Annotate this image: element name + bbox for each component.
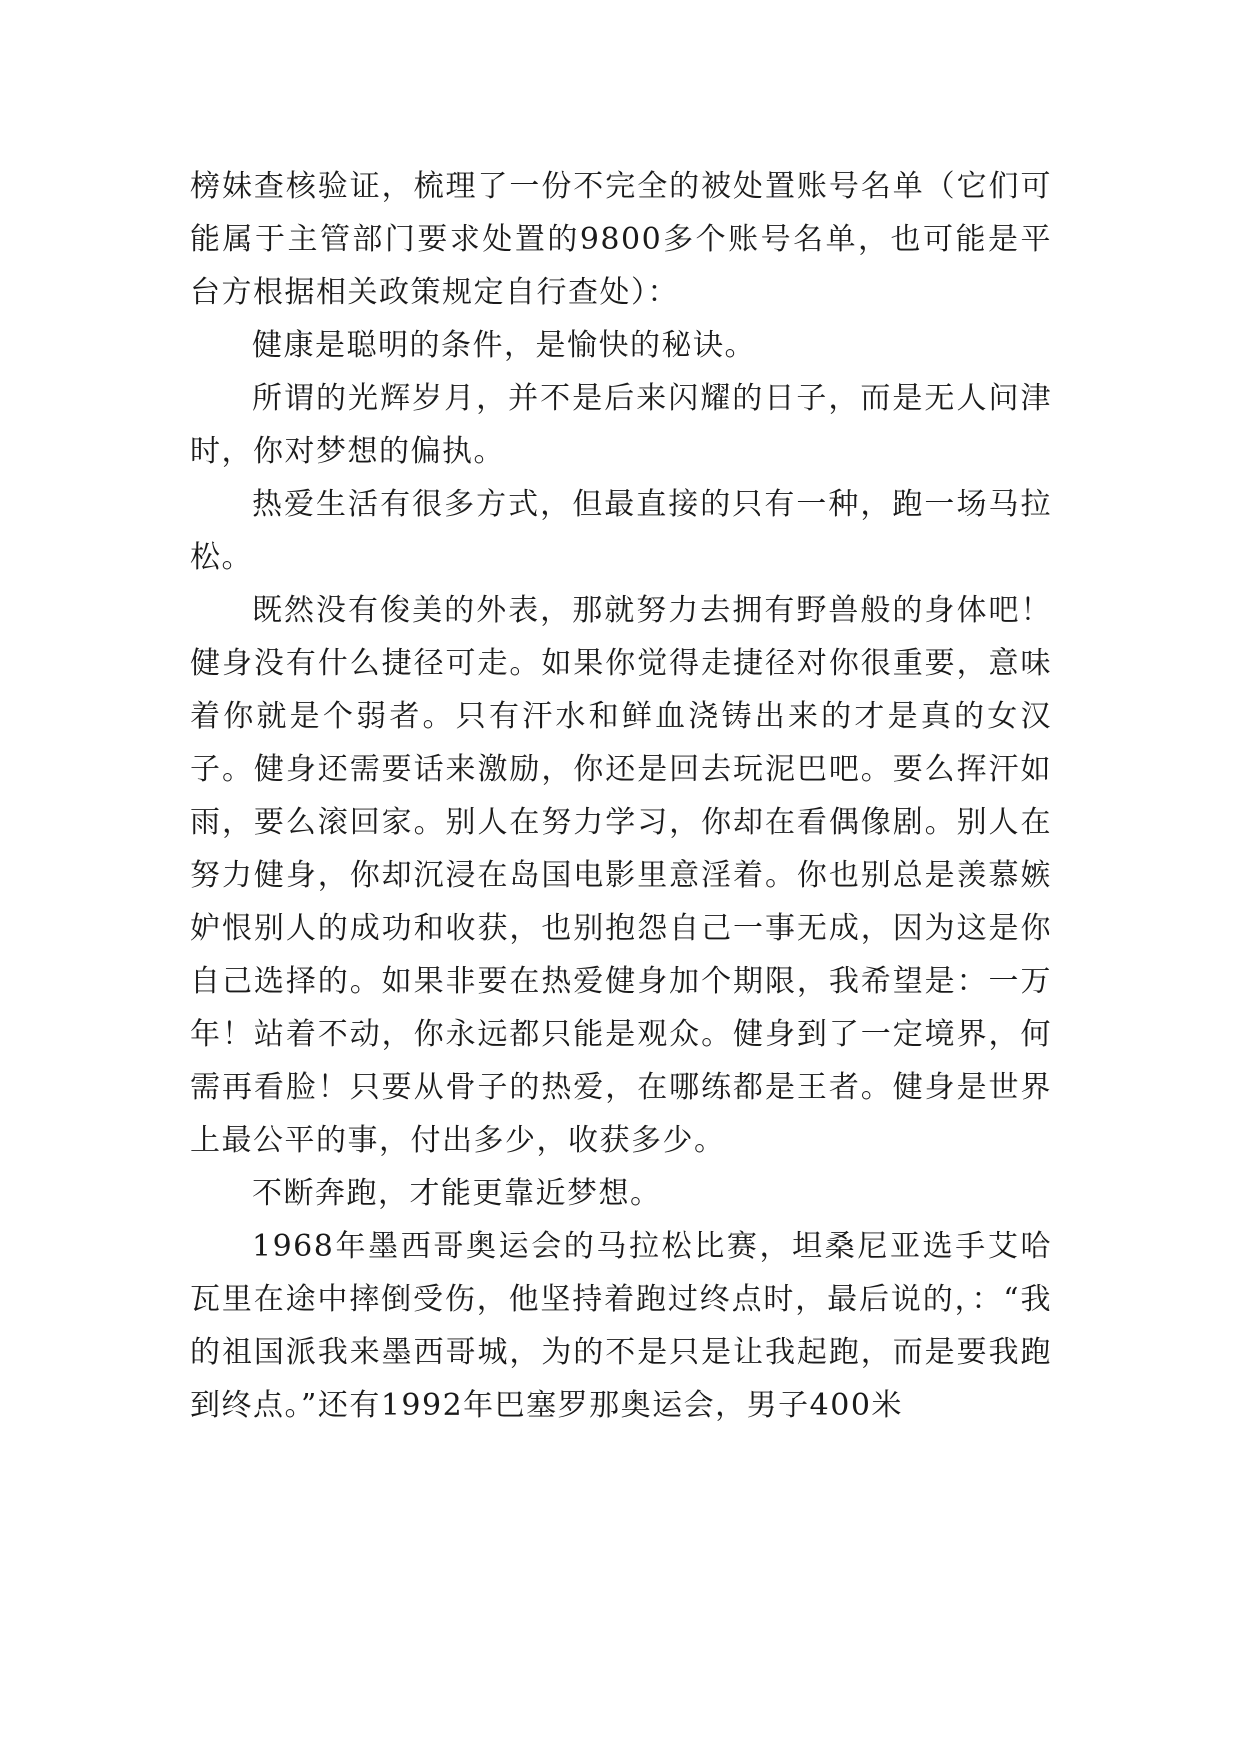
paragraph-7: 1968年墨西哥奥运会的马拉松比赛，坦桑尼亚选手艾哈瓦里在途中摔倒受伤，他坚持着跑过终点时，最后说的，：“我的祖国派我来墨西哥城，为的不是只是让我起跑，而是要我跑到终点。”还有1992年巴塞罗那奥运会，男子400米 <box>190 1229 1052 1423</box>
paragraph-4: 热爱生活有很多方式，但最直接的只有一种，跑一场马拉松。 <box>190 487 1052 575</box>
paragraph-3: 所谓的光辉岁月，并不是后来闪耀的日子，而是无人问津时，你对梦想的偏执。 <box>190 381 1052 469</box>
paragraph-2: 健康是聪明的条件，是愉快的秘诀。 <box>252 328 756 363</box>
document-body <box>190 160 1052 1432</box>
paragraph-5: 既然没有俊美的外表，那就努力去拥有野兽般的身体吧！健身没有什么捷径可走。如果你觉得走捷径对你很重要，意味着你就是个弱者。只有汗水和鲜血浇铸出来的才是真的女汉子。健身还需要话来激励，你还是回去玩泥巴吧。要么挥汗如雨，要么滚回家。别人在努力学习，你却在看偶像剧。别人在努力健身，你却沉浸在岛国电影里意淫着。你也别总是羡慕嫉妒恨别人的成功和收获，也别抱怨自己一事无成，因为这是你自己选择的。如果非要在热爱健身加个期限，我希望是：一万年！站着不动，你永远都只能是观众。健身到了一定境界，何需再看脸！只要从骨子的热爱，在哪练都是王者。健身是世界上最公平的事，付出多少，收获多少。 <box>190 593 1052 1158</box>
paragraph-6: 不断奔跑，才能更靠近梦想。 <box>252 1176 662 1211</box>
paragraph-1: 榜妹查核验证，梳理了一份不完全的被处置账号名单（它们可能属于主管部门要求处置的9800多个账号名单，也可能是平台方根据相关政策规定自行查处）： <box>190 169 1052 310</box>
